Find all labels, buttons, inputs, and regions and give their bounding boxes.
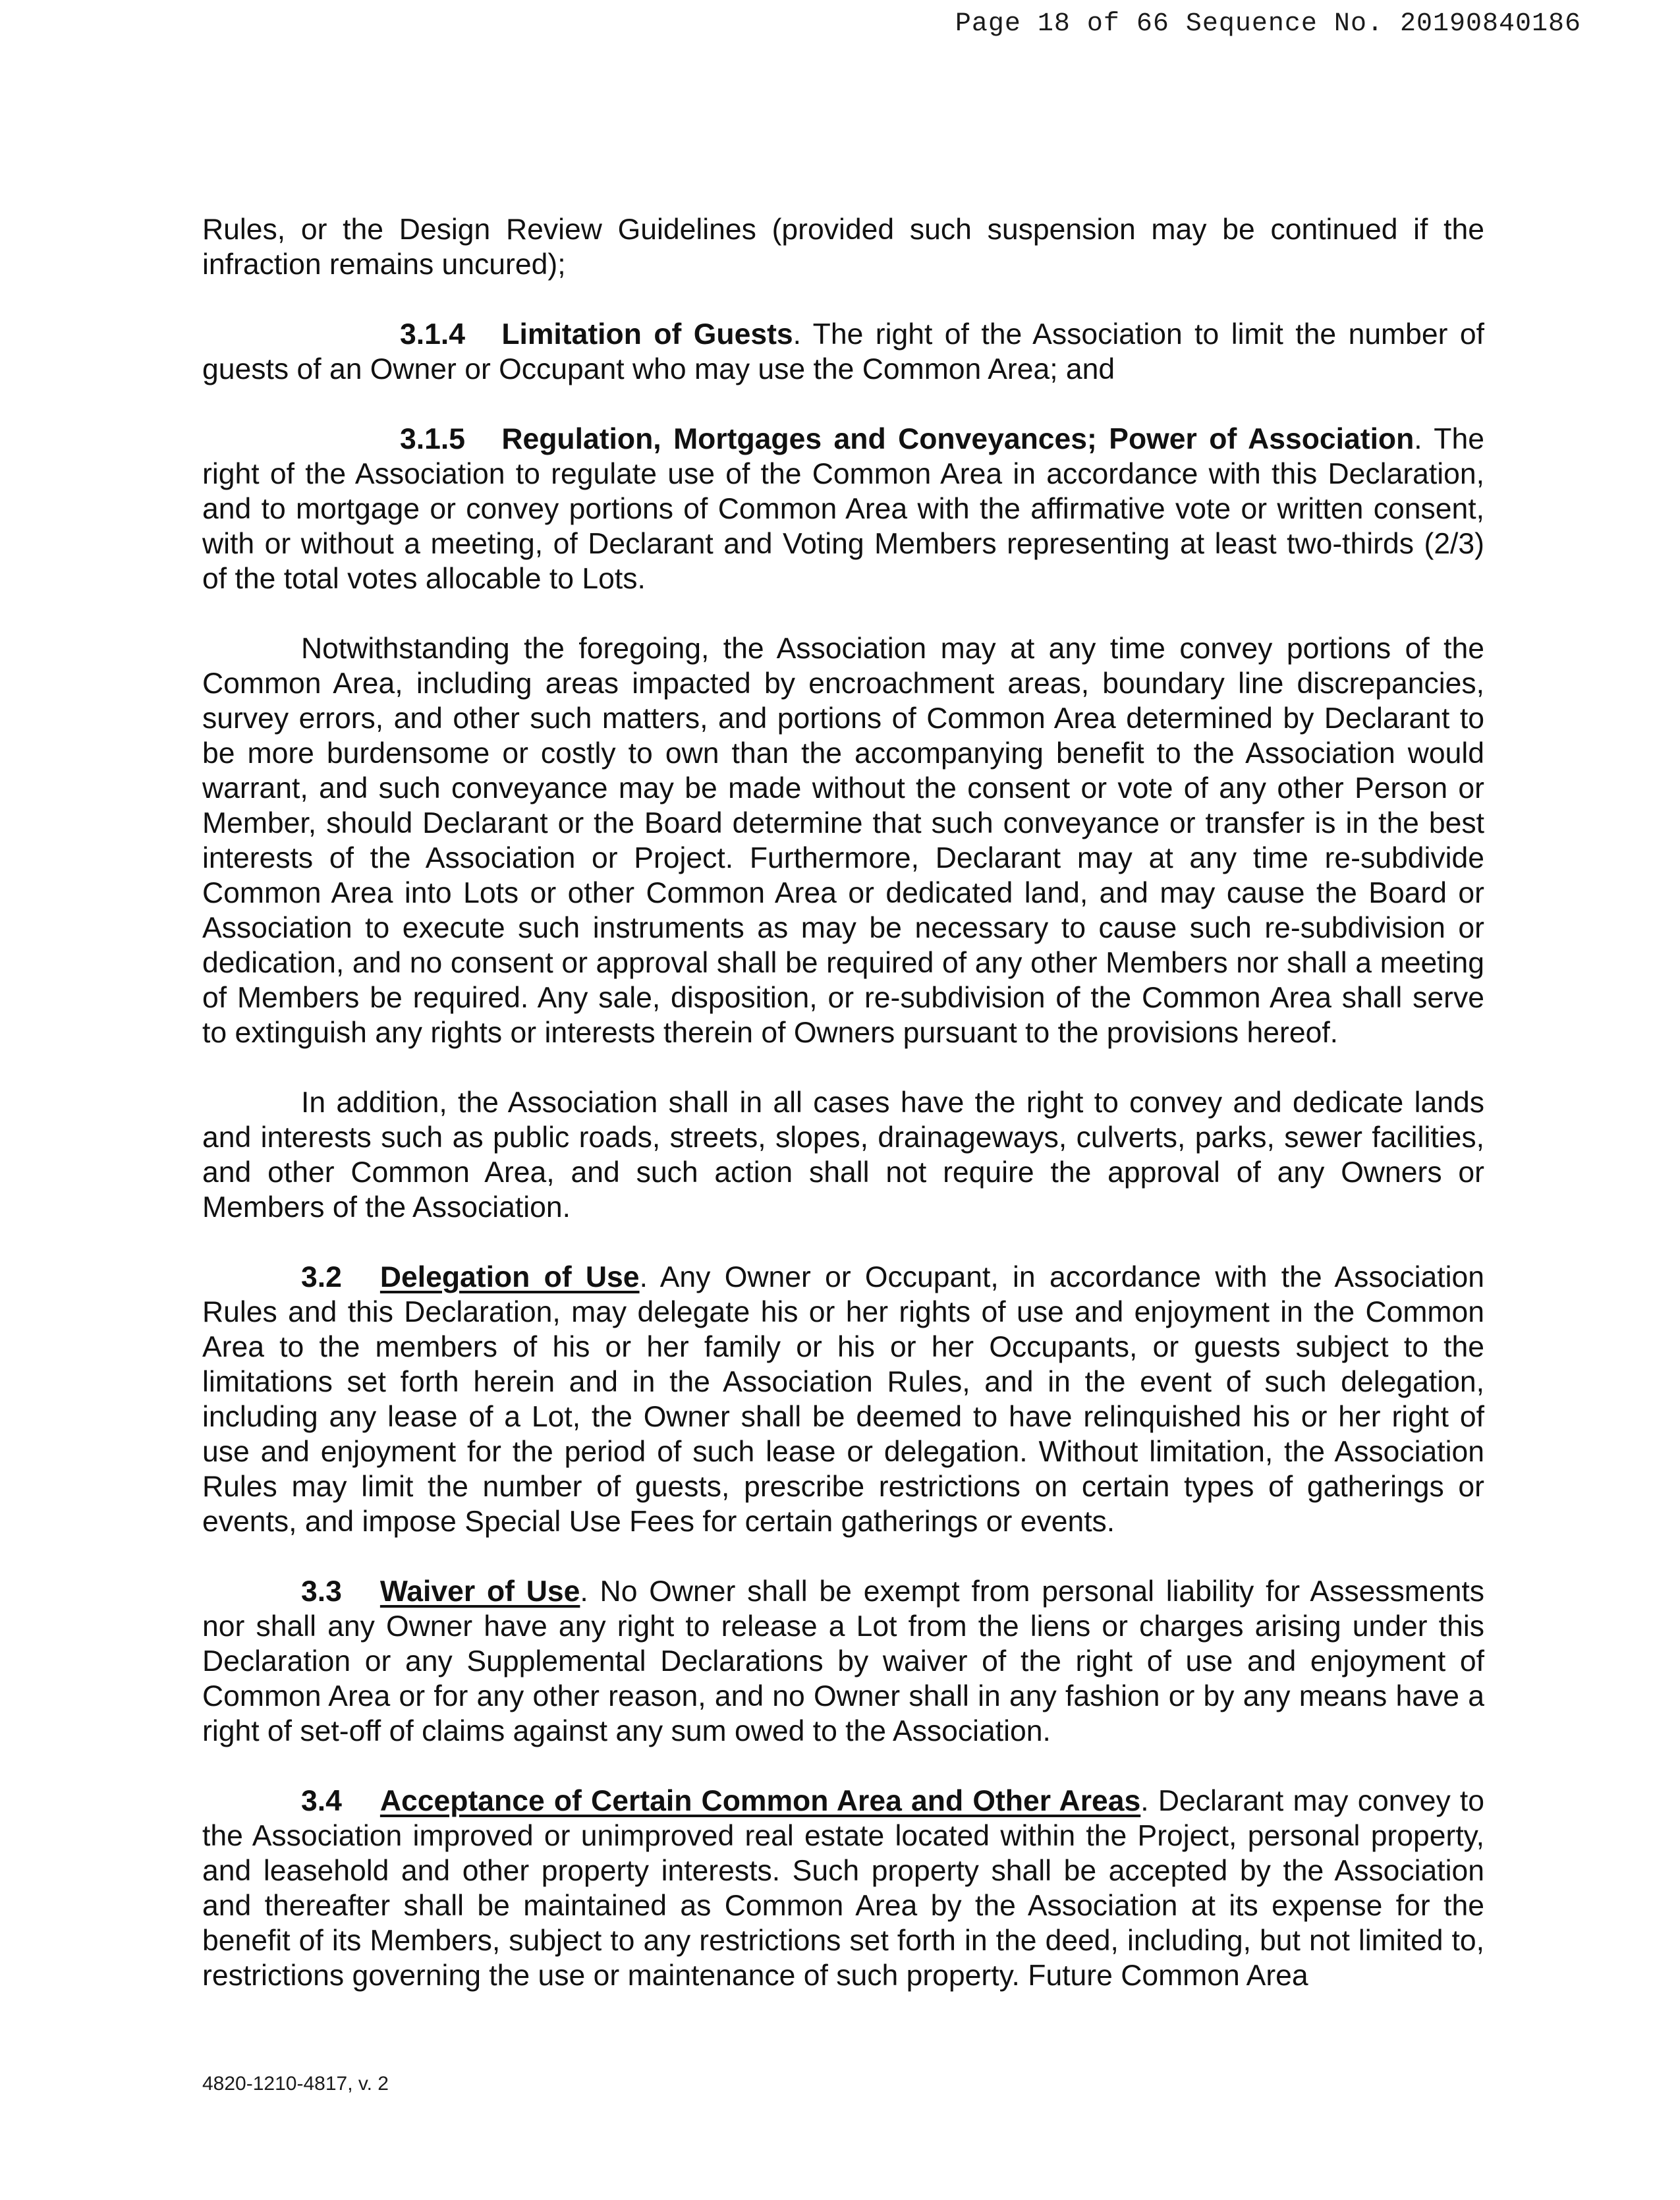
section-heading: Limitation of Guests — [501, 318, 793, 351]
section-number: 3.1.4 — [400, 318, 465, 351]
section-number: 3.3 — [301, 1575, 342, 1608]
paragraph-rules-continuation — [202, 212, 1484, 282]
section-3-1-4 — [202, 317, 1484, 387]
section-text: . The right of the Association to regulate use of the Common Area in accordance with this Declaration, and to mortgage or convey portions of Common Area with the affirmative vote or written consent, with or without a meeting, of Declarant and Voting Members representing at least two-thirds (2/3) of the total votes allocable to Lots. — [202, 423, 1484, 595]
section-heading: Waiver of Use — [379, 1575, 580, 1608]
section-number: 3.4 — [301, 1785, 342, 1817]
section-text: . No Owner shall be exempt from personal liability for Assessments nor shall any Owner have any right to release a Lot from the liens or charges arising under this Declaration or any Supplemental Declarations by waiver of the right of use and enjoyment of Common Area or for any other reason, and no Owner shall in any fashion or by any means have a right of set-off of claims against any sum owed to the Association. — [202, 1575, 1484, 1747]
section-number: 3.1.5 — [400, 423, 465, 455]
paragraph-text: In addition, the Association shall in all cases have the right to convey and dedicate lands and interests such as public roads, streets, slopes, drainageways, culverts, parks, sewer facilities, and other Common Area, and such action shall not require the approval of any Owners or Members of the Association. — [202, 1086, 1484, 1224]
paragraph-text: Rules, or the Design Review Guidelines (provided such suspension may be continued if the infraction remains uncured); — [202, 213, 1484, 281]
paragraph-notwithstanding — [202, 631, 1484, 1050]
section-3-4 — [202, 1784, 1484, 1993]
document-id-footer: 4820-1210-4817, v. 2 — [202, 2073, 389, 2095]
section-text: . Declarant may convey to the Association improved or unimproved real estate located within the Project, personal property, and leasehold and other property interests. Such property shall be accepted by the Association and thereafter shall be maintained as Common Area by the Association at its expense for the benefit of its Members, subject to any restrictions set forth in the deed, including, but not limited to, restrictions governing the use or maintenance of such property. Future Common Area — [202, 1785, 1484, 1992]
page-sequence-header: Page 18 of 66 Sequence No. 20190840186 — [955, 9, 1581, 39]
section-heading: Delegation of Use — [379, 1261, 640, 1293]
section-3-3 — [202, 1574, 1484, 1749]
document-body — [202, 212, 1484, 2028]
section-heading: Regulation, Mortgages and Conveyances; Power of Association — [501, 423, 1414, 455]
section-3-2 — [202, 1260, 1484, 1539]
paragraph-text: Notwithstanding the foregoing, the Association may at any time convey portions of the Common Area, including areas impacted by encroachment areas, boundary line discrepancies, survey errors, and other such matters, and portions of Common Area determined by Declarant to be more burdensome or costly to own than the accompanying benefit to the Association would warrant, and such conveyance may be made without the consent or vote of any other Person or Member, should Declarant or the Board determine that such conveyance or transfer is in the best interests of the Association or Project. Furthermore, Declarant may at any time re-subdivide Common Area into Lots or other Common Area or dedicated land, and may cause the Board or Association to execute such instruments as may be necessary to cause such re-subdivision or dedication, and no consent or approval shall be required of any other Members nor shall a meeting of Members be required. Any sale, disposition, or re-subdivision of the Common Area shall serve to extinguish any rights or interests therein of Owners pursuant to the provisions hereof. — [202, 633, 1484, 1049]
section-number: 3.2 — [301, 1261, 342, 1293]
section-text: . Any Owner or Occupant, in accordance with the Association Rules and this Declaration, may delegate his or her rights of use and enjoyment in the Common Area to the members of his or her family or his or her Occupants, or guests subject to the limitations set forth herein and in the Association Rules, and in the event of such delegation, including any lease of a Lot, the Owner shall be deemed to have relinquished his or her right of use and enjoyment for the period of such lease or delegation. Without limitation, the Association Rules may limit the number of guests, prescribe restrictions on certain types of gatherings or events, and impose Special Use Fees for certain gatherings or events. — [202, 1261, 1484, 1538]
section-3-1-5 — [202, 422, 1484, 596]
section-text: . The right of the Association to limit the number of guests of an Owner or Occupant who may use the Common Area; and — [202, 318, 1484, 385]
section-heading: Acceptance of Certain Common Area and Other Areas — [379, 1785, 1141, 1817]
paragraph-in-addition — [202, 1085, 1484, 1225]
